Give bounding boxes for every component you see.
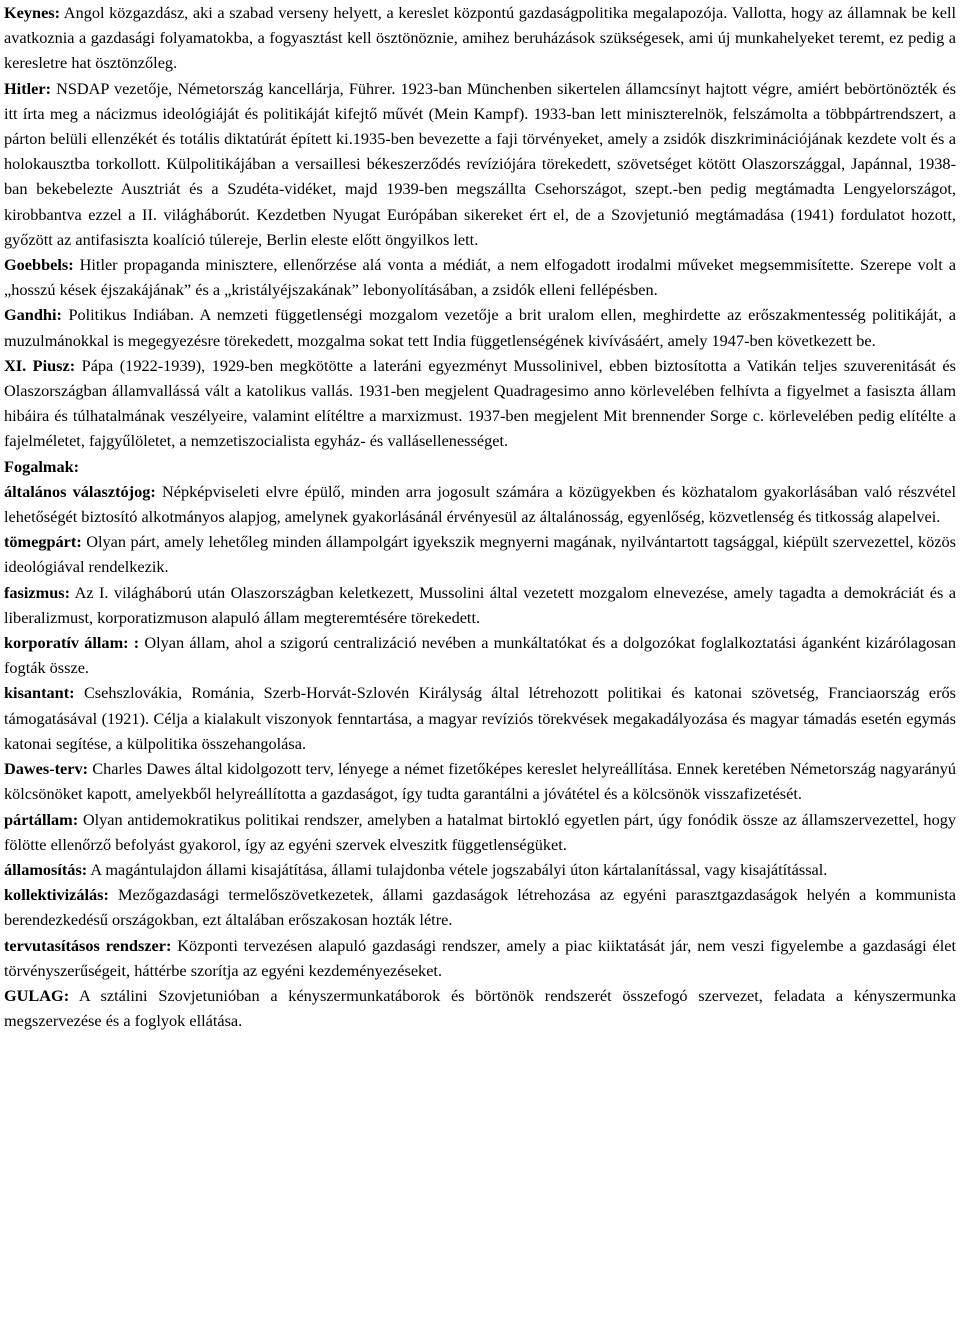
definition-text: NSDAP vezetője, Németország kancellárja, Führer. 1923-ban Münchenben sikertelen államcsínyt hajtott végre, amiért bebörtönözték és itt írta meg a nácizmus ideológiáját és politikáját kifejtő művét (Mein Kampf). 1933-ban lett miniszterelnök, felszámolta a többpártrendszert, a párton belüli ellenzékét és totális diktatúrát épített ki.1935-ben bevezette a faji törvényeket, amely a zsidók diszkriminációjának kezdete volt és a holokausztba torkollott. Külpolitikájában a versaillesi békeszerződés revíziójára törekedett, szövetséget kötött Olaszországgal, Japánnal, 1938-ban bekebelezte Ausztriát és a Szudéta-vidéket, majd 1939-ben megszállta Csehországot, szept.-ben pedig megtámadta Lengyelországot, kirobbantva ezzel a II. világháborút. Kezdetben Nyugat Európában sikereket ért el, de a Szovjetunió megtámadása (1941) fordulatot hozott, győzött az antifasiszta koalíció túlereje, Berlin eleste előtt öngyilkos lett.	[4, 78, 956, 249]
concept-kisantant	[4, 680, 956, 756]
definition-text: Olyan antidemokratikus politikai rendszer, amelyben a hatalmat birtokló egyetlen párt, úgy fonódik össze az államszervezettel, hogy fölötte ellenőrző befolyást gyakorol, így az egyéni szervek elveszitk függetlenségüket.	[4, 809, 956, 854]
term-label: Gandhi:	[4, 305, 62, 325]
concept-kollektivizalas	[4, 882, 956, 932]
concept-fasizmus	[4, 580, 956, 630]
concept-allamositas	[4, 857, 956, 882]
concepts-heading: Fogalmak:	[4, 456, 80, 476]
term-label: kisantant:	[4, 683, 75, 703]
term-label: Hitler:	[4, 78, 52, 98]
concept-korporativ-allam	[4, 630, 956, 680]
definition-text: A magántulajdon állami kisajátítása, állami tulajdonba vétele jogszabályi úton kártalanítással, vagy kisajátítással.	[87, 859, 828, 879]
definition-text: Pápa (1922-1939), 1929-ben megkötötte a lateráni egyezményt Mussolinivel, ebben biztosította a Vatikán teljes szuverenitását és Olaszországban államvallássá vált a katolikus vallás. 1931-ben megjelent Quadragesimo anno körlevelében felhívta a figyelmet a fasiszta állam hibáira és túlhatalmának veszélyeire, valamint elítéltre a marxizmust. 1937-ben megjelent Mit brennender Sorge c. körlevelében pedig elítélte a fajelméletet, fajgyűlöletet, a nemzetiszocialista egyház- és vallásellenességet.	[4, 355, 956, 451]
term-label: Dawes-terv:	[4, 759, 89, 779]
definition-text: A sztálini Szovjetunióban a kényszermunkatáborok és börtönök rendszerét összefogó szervezet, feladata a kényszermunka megszervezése és a foglyok ellátása.	[4, 985, 956, 1031]
term-label: fasizmus:	[4, 582, 71, 602]
term-label: államosítás:	[4, 859, 88, 879]
term-label: kollektivizálás:	[4, 885, 109, 905]
concept-gulag	[4, 983, 956, 1033]
definition-text: Az I. világháború után Olaszországban keletkezett, Mussolini által vezetett mozgalom elnevezése, amely tagadta a demokráciát és a liberalizmust, korporatizmuson alapuló állam megteremtésére törekedett.	[4, 582, 956, 627]
concept-altalanos-valasztojog	[4, 479, 956, 529]
term-label: XI. Piusz:	[4, 355, 76, 375]
definition-text: Csehszlovákia, Románia, Szerb-Horvát-Szlovén Királyság által létrehozott politikai és katonai szövetség, Franciaország erős támogatásával (1921). Célja a kialakult viszonyok fenntartása, a magyar revíziós törekvések megakadályozása és magyar támadás esetén egymás katonai segítése, a külpolitika összehangolása.	[4, 683, 956, 753]
concept-tomegpart	[4, 529, 956, 579]
term-label: általános választójog:	[4, 481, 156, 501]
term-label: tömegpárt:	[4, 532, 82, 552]
term-label: Goebbels:	[4, 255, 74, 275]
entry-piusz	[4, 353, 956, 454]
term-label: Keynes:	[4, 3, 61, 22]
entry-keynes	[4, 0, 956, 76]
concept-dawes-terv	[4, 756, 956, 806]
definition-text: Politikus Indiában. A nemzeti függetlenségi mozgalom vezetője a brit uralom ellen, meghirdette az erőszakmentesség politikáját, a muzulmánokkal is megegyezésre törekedett, mozgalma sokat tett India függetlenségének kivívásáért, amely 1947-ben következett be.	[4, 305, 956, 350]
term-label: tervutasításos rendszer:	[4, 935, 172, 955]
entry-gandhi	[4, 302, 956, 352]
definition-text: Mezőgazdasági termelőszövetkezetek, állami gazdaságok létrehozása az egyéni parasztgazdaságok helyén a kommunista berendezkedésű országokban, ezt általában erőszakosan hozták létre.	[4, 885, 956, 930]
definition-text: Hitler propaganda minisztere, ellenőrzése alá vonta a médiát, a nem elfogadott irodalmi műveket megsemmisítette. Szerepe volt a „hosszú kések éjszakájának” és a „kristályéjszakának” lebonyolításában, a zsidók elleni fellépésben.	[4, 255, 956, 300]
term-label: pártállam:	[4, 809, 79, 829]
definition-text: Charles Dawes által kidolgozott terv, lényege a német fizetőképes kereslet helyreállítása. Ennek keretében Németország nagyarányú kölcsönöket kapott, amelyekből helyreállította a gazdaságot, így tudta garantálni a jóvátétel és a kölcsönök visszafizetését.	[4, 759, 956, 804]
entry-goebbels	[4, 252, 956, 302]
definition-text: Olyan párt, amely lehetőleg minden állampolgárt igyekszik megnyerni magának, nyilvántartott tagsággal, kiépült szervezettel, közös ideológiával rendelkezik.	[4, 532, 956, 577]
concept-tervutasitasos-rendszer	[4, 933, 956, 983]
definition-text: Angol közgazdász, aki a szabad verseny helyett, a kereslet központú gazdaságpolitika megalapozója. Vallotta, hogy az államnak be kell avatkoznia a gazdasági folyamatokba, a fogyasztást kell ösztönöznie, amihez beruházások szükségesek, ami új munkahelyeket teremt, ez pedig a keresletre hat ösztönzőleg.	[4, 3, 956, 73]
definition-text: Népképviseleti elvre épülő, minden arra jogosult számára a közügyekben és közhatalom gyakorlásában való részvétel lehetőségét biztosító alkotmányos alapjog, amelynek gyakorlásánál érvényesül az általánosság, egyenlőség, közvetlenség és titkosság alapelvei.	[4, 481, 957, 527]
entry-hitler	[4, 76, 956, 252]
term-label: GULAG:	[4, 985, 70, 1005]
term-label: korporatív állam: :	[4, 633, 140, 653]
definition-text: Olyan állam, ahol a szigorú centralizáció nevében a munkáltatókat és a dolgozókat foglalkoztatási áganként kizárólagosan fogták össze.	[4, 633, 956, 678]
definition-text: Központi tervezésen alapuló gazdasági rendszer, amely a piac kiiktatását jár, nem veszi figyelembe a gazdasági élet törvényszerűségeit, háttérbe szorítja az egyéni kezdeményezéseket.	[4, 935, 956, 980]
concept-partallam	[4, 807, 956, 857]
